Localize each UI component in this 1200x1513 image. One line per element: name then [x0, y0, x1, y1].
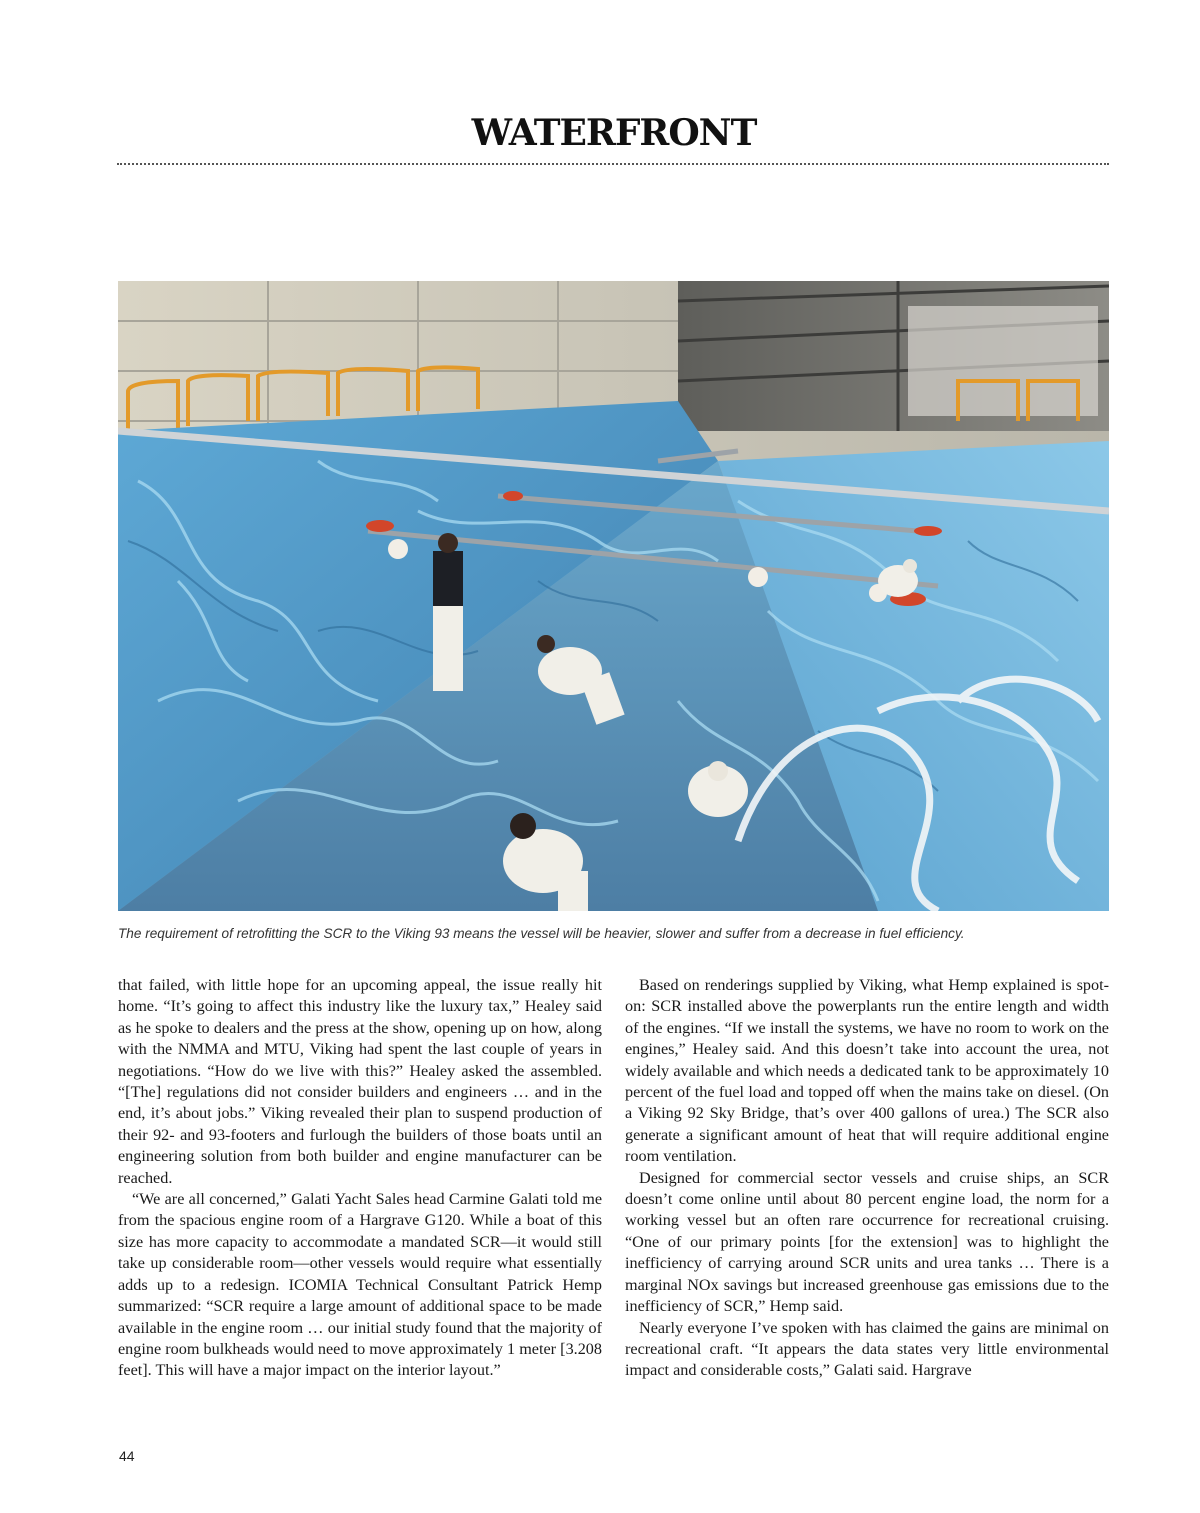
worker-standing [433, 533, 463, 691]
figure-caption: The requirement of retrofitting the SCR to the Viking 93 means the vessel will be heavier, slower and suffer from a decrease in fuel efficiency. [118, 926, 965, 941]
page-number: 44 [119, 1448, 135, 1464]
body-column-left [118, 975, 602, 1382]
header-rule [117, 163, 1109, 165]
body-paragraph: Nearly everyone I’ve spoken with has claimed the gains are minimal on recreational craft. “It appears the data states very little environmental impact and considerable costs,” Galati said. Hargrave [625, 1318, 1109, 1380]
body-paragraph: “We are all concerned,” Galati Yacht Sales head Carmine Galati told me from the spacious engine room of a Hargrave G120. While a boat of this size has more capacity to accommodate a mandated SCR—it would still take up considerable room—other vessels would require what essentially adds up to a redesign. ICOMIA Technical Consultant Patrick Hemp summarized: “SCR require a large amount of additional space to be made available in the engine room … our initial study found that the majority of engine room bulkheads would need to move approximately 1 meter [3.208 feet]. This will have a major impact on the interior layout.” [118, 1190, 602, 1380]
body-paragraph: Designed for commercial sector vessels and cruise ships, an SCR doesn’t come online until about 80 percent engine load, the norm for a working vessel but an often rare occurrence for recreational cruising. “One of our primary points [for the extension] was to highlight the inefficiency of carrying around SCR units and urea tanks … There is a marginal NOx savings but increased greenhouse gas emissions due to the inefficiency of SCR,” Hemp said. [625, 1168, 1109, 1316]
hull-mold-illustration [118, 281, 1109, 911]
section-title: WATERFRONT [471, 112, 757, 154]
body-column-right [625, 975, 1109, 1382]
body-paragraph: Based on renderings supplied by Viking, what Hemp explained is spot-on: SCR installed above the powerplants run the entire length and width of the engines. “If we install the systems, we have no room to work on the engines,” Healey said. And this doesn’t take into account the urea, not widely available and which needs a dedicated tank to be approximately 10 percent of the fuel load and topped off when the mains take on diesel. (On a Viking 92 Sky Bridge, that’s over 400 gallons of urea.) The SCR also generate a significant amount of heat that will require additional engine room ventilation. [625, 976, 1109, 1166]
body-paragraph: that failed, with little hope for an upcoming appeal, the issue really hit home. “It’s going to affect this industry like the luxury tax,” Healey said as he spoke to dealers and the press at the show, opening up on how, along with the NMMA and MTU, Viking had spent the last couple of years in negotiations. “How do we live with this?” Healey asked the assembled. “[The] regulations did not consider builders and engineers … and in the end, it’s about jobs.” Viking revealed their plan to suspend production of their 92- and 93-footers and furlough the builders of those boats until an engineering solution from both builder and engine manufacturer can be reached. [118, 976, 602, 1187]
feature-photo [118, 281, 1109, 911]
